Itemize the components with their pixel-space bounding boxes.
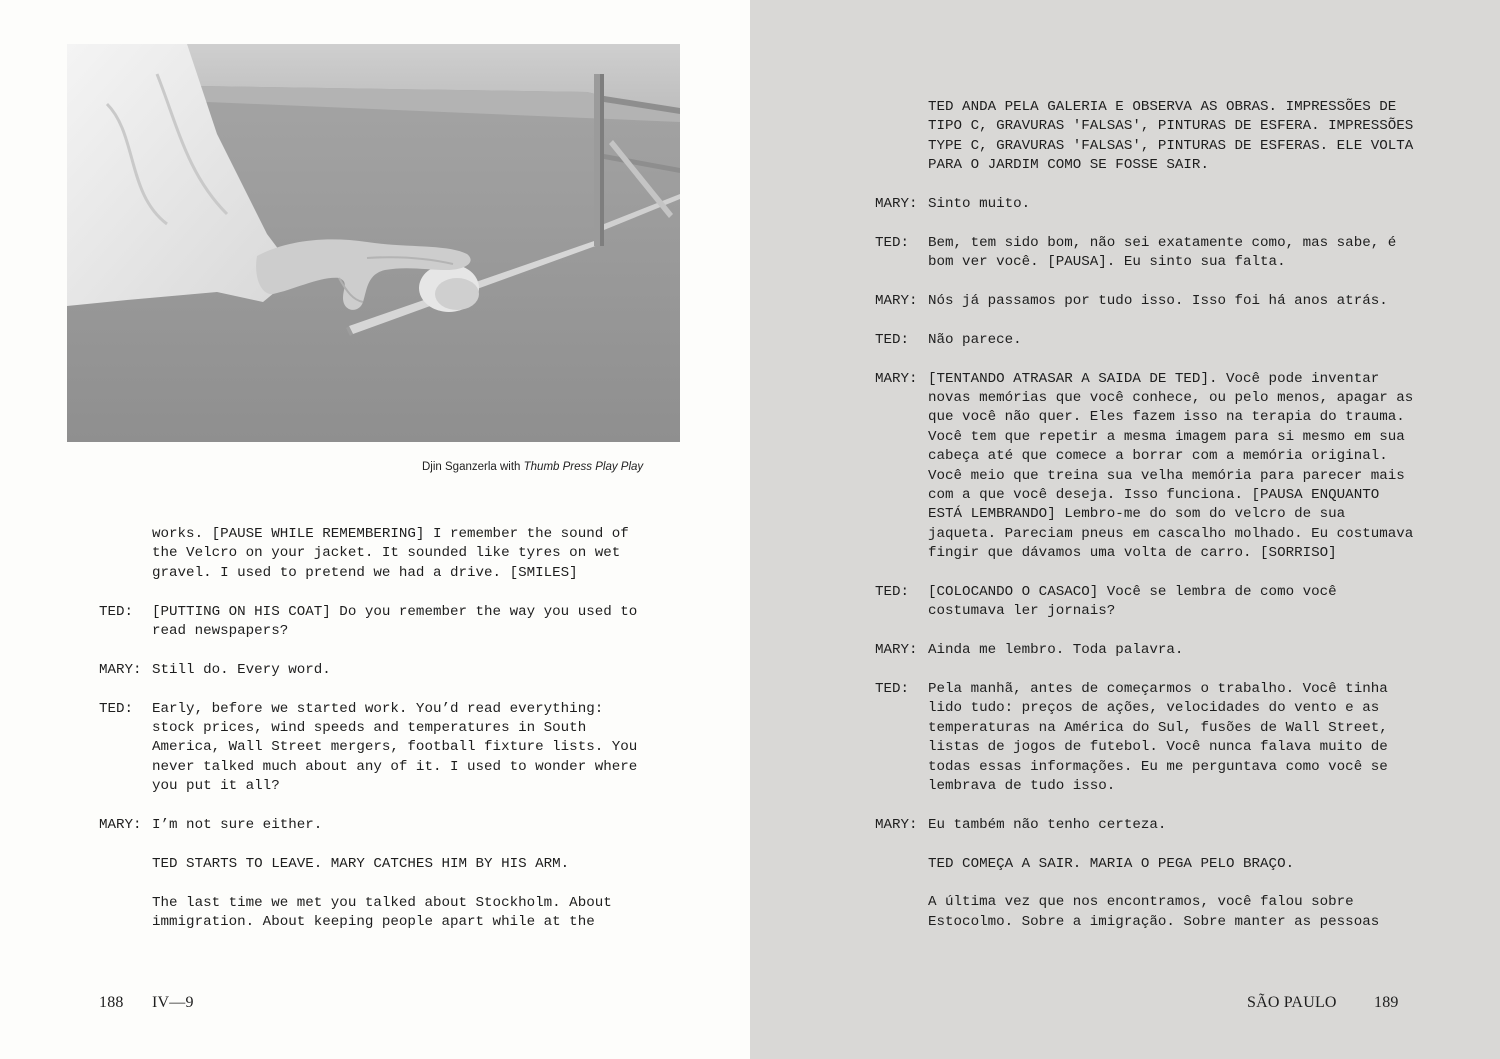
script-block — [875, 641, 1420, 660]
dialogue: Bem, tem sido bom, não sei exatamente como, mas sabe, é bom ver você. [PAUSA]. Eu sinto sua falta. — [928, 234, 1397, 271]
script-block — [875, 234, 1420, 273]
script-block — [875, 292, 1420, 311]
dialogue: Pela manhã, antes de começarmos o trabalho. Você tinha lido tudo: preços de ações, velocidades do vento e as temperaturas na América do Sul, fusões de Wall Street, listas de jogos de futebol. Você nunca falava muito de todas essas informações. Eu me perguntava como você se lembrava de tudo isso. — [928, 681, 1388, 795]
dialogue: [TENTANDO ATRASAR A SAIDA DE TED]. Você pode inventar novas memórias que você conhece, ou pelo menos, apagar as que você não quer. Eles fazem isso na terapia do trauma. Você tem que repetir a mesma imagem para si mesmo em sua cabeça até que comece a borrar com a memória original. Você meio que treina sua velha memória para parecer mais com a que você deseja. Isso funciona. [PAUSA ENQUANTO ESTÁ LEMBRANDO] Lembro-me do som do velcro de sua jaqueta. Pareciam pneus em cascalho molhado. Eu costumava fingir que dávamos uma volta de carro. [SORRISO] — [928, 370, 1414, 562]
dialogue: Still do. Every word. — [152, 661, 331, 678]
script-text-portuguese — [875, 98, 1420, 952]
script-block — [875, 893, 1420, 932]
speaker: TED: — [875, 331, 910, 348]
script-block — [875, 855, 1420, 874]
speaker: TED: — [99, 700, 134, 717]
speaker: MARY: — [875, 642, 918, 659]
speaker — [99, 894, 152, 933]
script-block — [99, 700, 639, 797]
script-block — [875, 680, 1420, 796]
speaker: MARY: — [875, 293, 918, 310]
script-block — [99, 603, 639, 642]
speaker — [875, 855, 928, 874]
page-number-right: 189 — [1374, 994, 1399, 1011]
dialogue: works. [PAUSE WHILE REMEMBERING] I remember the sound of the Velcro on your jacket. It sounded like tyres on wet gravel. I used to pretend we had a drive. [SMILES] — [152, 526, 629, 581]
script-block — [875, 816, 1420, 835]
script-block — [99, 855, 639, 874]
stage-direction: TED COMEÇA A SAIR. MARIA O PEGA PELO BRAÇO. — [928, 855, 1295, 872]
script-block — [99, 661, 639, 680]
speaker — [99, 855, 152, 874]
dialogue: [COLOCANDO O CASACO] Você se lembra de como você costumava ler jornais? — [928, 584, 1337, 620]
photo-caption — [422, 460, 672, 475]
page-number-left: 188 — [99, 994, 124, 1011]
stage-direction: TED STARTS TO LEAVE. MARY CATCHES HIM BY HIS ARM. — [152, 855, 570, 872]
right-page — [750, 0, 1500, 1059]
dialogue: Nós já passamos por tudo isso. Isso foi há anos atrás. — [928, 293, 1388, 310]
speaker: MARY: — [99, 817, 142, 834]
speaker: TED: — [99, 603, 134, 620]
dialogue: I’m not sure either. — [152, 817, 323, 834]
section-label-right: SÃO PAULO — [1247, 994, 1337, 1011]
script-block — [875, 195, 1420, 214]
dialogue: [PUTTING ON HIS COAT] Do you remember the way you used to read newspapers? — [152, 603, 638, 640]
speaker: TED: — [875, 681, 910, 698]
caption-name: Djin Sganzerla with — [422, 461, 524, 473]
speaker — [875, 98, 928, 176]
artwork-photo — [67, 44, 680, 442]
dialogue: Early, before we started work. You’d read everything: stock prices, wind speeds and temperatures in South America, Wall Street mergers, football fixture lists. You never talked much about any of it. I used to wonder where you put it all? — [152, 700, 638, 795]
section-label-left: IV—9 — [152, 994, 194, 1011]
script-block — [875, 583, 1420, 622]
speaker: TED: — [875, 234, 910, 251]
stage-direction: TED ANDA PELA GALERIA E OBSERVA AS OBRAS. IMPRESSÕES DE TIPO C, GRAVURAS 'FALSAS', PINTURAS DE ESFERA. IMPRESSÕES TYPE C, GRAVURAS 'FALSAS', PINTURAS DE ESFERAS. ELE VOLTA PARA O JARDIM COMO SE FOSSE SAIR. — [928, 99, 1414, 174]
script-block — [99, 525, 639, 583]
speaker — [99, 525, 152, 583]
dialogue: A última vez que nos encontramos, você falou sobre Estocolmo. Sobre a imigração. Sobre manter as pessoas — [928, 894, 1380, 930]
script-block — [875, 98, 1420, 176]
dialogue: Não parece. — [928, 331, 1022, 348]
speaker: MARY: — [99, 661, 142, 678]
speaker: MARY: — [875, 370, 918, 387]
dialogue: The last time we met you talked about Stockholm. About immigration. About keeping people apart while at the — [152, 894, 612, 931]
caption-title: Thumb Press Play Play — [523, 461, 644, 473]
speaker — [875, 893, 928, 932]
script-block — [875, 370, 1420, 564]
speaker: MARY: — [875, 196, 918, 213]
dialogue: Ainda me lembro. Toda palavra. — [928, 642, 1184, 659]
script-block — [99, 816, 639, 835]
script-text-english — [99, 525, 639, 952]
dialogue: Eu também não tenho certeza. — [928, 816, 1167, 833]
script-block — [99, 894, 639, 933]
dialogue: Sinto muito. — [928, 196, 1031, 213]
speaker: MARY: — [875, 816, 918, 833]
script-block — [875, 331, 1420, 350]
speaker: TED: — [875, 584, 910, 601]
